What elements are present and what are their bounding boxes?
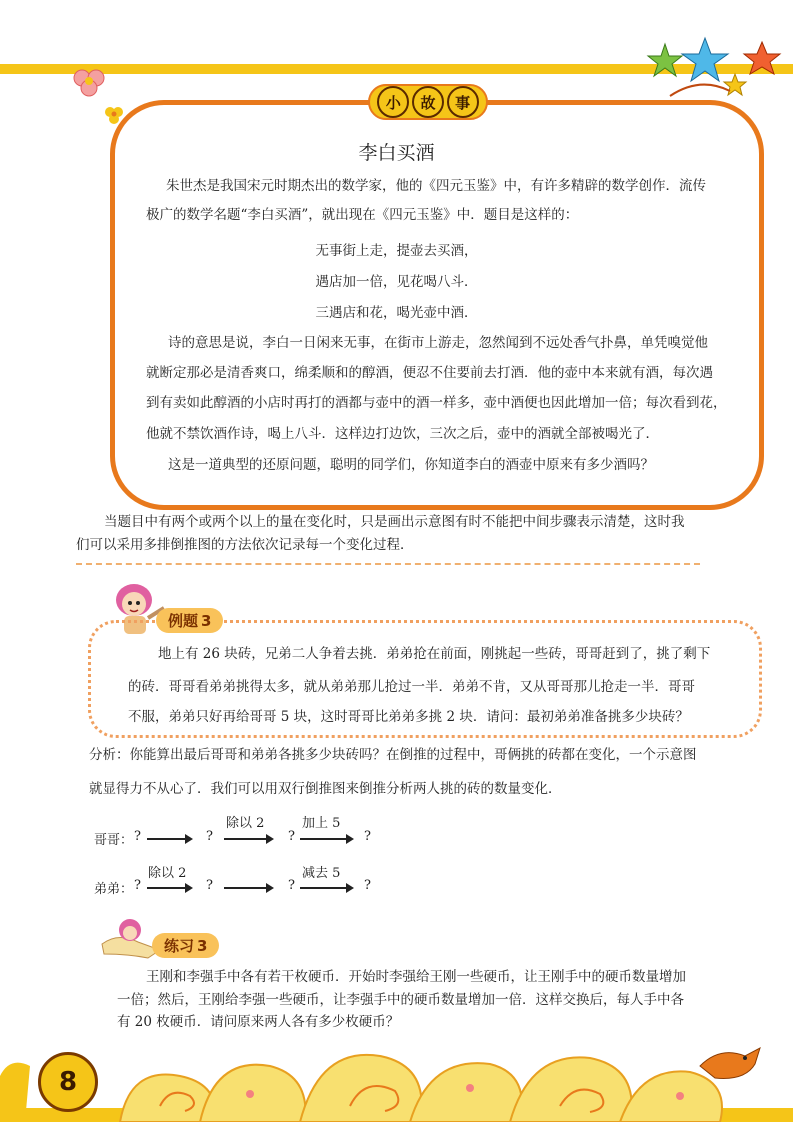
diagram-arrow — [147, 887, 191, 889]
diagram-qmark: ? — [134, 829, 141, 844]
diagram-op: 加上 5 — [302, 816, 341, 831]
section-divider — [76, 563, 700, 565]
diagram-arrow — [147, 838, 191, 840]
story-tag-char: 小 — [377, 86, 409, 118]
diagram-op: 除以 2 — [226, 816, 265, 831]
practice-number: 3 — [197, 937, 208, 955]
flower-icon — [70, 68, 108, 102]
example-line: 不服，弟弟只好再给哥哥 5 块，这时哥哥比弟弟多挑 2 块．请问：最初弟弟准备挑多少块砖？ — [128, 709, 689, 725]
diagram-qmark: ? — [134, 878, 141, 893]
diagram-qmark: ? — [364, 829, 371, 844]
diagram-op: 除以 2 — [148, 866, 187, 881]
practice-line: 王刚和李强手中各有若干枚硬币．开始时李强给王刚一些硬币，让王刚手中的硬币数量增加 — [146, 969, 686, 985]
practice-line: 有 20 枚硬币．请问原来两人各有多少枚硬币？ — [117, 1014, 400, 1030]
analysis-line: 分析：你能算出最后哥哥和弟弟各挑多少块砖吗？在倒推的过程中，哥俩挑的砖都在变化，一个示意图 — [89, 747, 697, 763]
example-line: 的砖．哥哥看弟弟挑得太多，就从弟弟那儿抢过一半．弟弟不肯，又从哥哥那儿抢走一半．哥哥 — [128, 679, 695, 695]
practice-label — [152, 933, 219, 958]
example-number: 3 — [201, 612, 212, 630]
story-intro-line: 极广的数学名题“李白买酒”，就出现在《四元玉鉴》中．题目是这样的： — [146, 207, 579, 223]
practice-line: 一倍；然后，王刚给李强一些硬币，让李强手中的硬币数量增加一倍．这样交换后，每人手中各 — [117, 992, 684, 1008]
story-tag — [368, 84, 488, 120]
story-title: 李白买酒 — [358, 142, 435, 164]
poem-line: 无事街上走，提壶去买酒， — [315, 243, 478, 259]
story-intro-line: 朱世杰是我国宋元时期杰出的数学家，他的《四元玉鉴》中，有许多精辟的数学创作．流传 — [166, 178, 706, 194]
poem-line: 三遇店和花，喝光壶中酒． — [315, 305, 478, 321]
example-line: 地上有 26 块砖，兄弟二人争着去挑．弟弟抢在前面，刚挑起一些砖，哥哥赶到了，挑了剩下 — [158, 646, 711, 662]
analysis-line: 就显得力不从心了．我们可以用双行倒推图来倒推分析两人挑的砖的数量变化． — [89, 781, 562, 797]
practice-label-text: 练习 — [164, 937, 195, 955]
diagram-qmark: ? — [288, 829, 295, 844]
bottom-swirl-decoration — [0, 1036, 793, 1122]
diagram-arrow — [224, 838, 272, 840]
story-closing: 这是一道典型的还原问题，聪明的同学们，你知道李白的酒壶中原来有多少酒吗？ — [168, 457, 654, 473]
diagram-qmark: ? — [206, 829, 213, 844]
method-line: 当题目中有两个或两个以上的量在变化时，只是画出示意图有时不能把中间步骤表示清楚，这时我 — [104, 514, 685, 530]
diagram-arrow — [224, 887, 272, 889]
page-number: 8 — [38, 1052, 98, 1112]
diagram-row-didi-name: 弟弟： — [94, 882, 134, 897]
diagram-arrow — [300, 887, 352, 889]
method-line: 们可以采用多排倒推图的方法依次记录每一个变化过程． — [76, 537, 414, 553]
diagram-qmark: ? — [364, 878, 371, 893]
diagram-qmark: ? — [288, 878, 295, 893]
story-body-line: 诗的意思是说，李白一日闲来无事，在街市上游走，忽然闻到不远处香气扑鼻，单凭嗅觉他 — [168, 335, 708, 351]
poem-line: 遇店加一倍，见花喝八斗． — [315, 274, 478, 290]
example-label-text: 例题 — [168, 612, 199, 630]
story-tag-char: 事 — [447, 86, 479, 118]
story-tag-char: 故 — [412, 86, 444, 118]
story-body-line: 他就不禁饮酒作诗，喝上八斗．这样边打边饮，三次之后，壶中的酒就全部被喝光了． — [146, 426, 659, 442]
example-label — [156, 608, 223, 633]
stars-icon — [640, 36, 790, 106]
diagram-row-gege-name: 哥哥： — [94, 833, 134, 848]
diagram-qmark: ? — [206, 878, 213, 893]
story-body-line: 到有卖如此醇酒的小店时再打的酒都与壶中的酒一样多，壶中酒便也因此增加一倍；每次看到花， — [146, 395, 727, 411]
diagram-arrow — [300, 838, 352, 840]
diagram-op: 减去 5 — [302, 866, 341, 881]
story-body-line: 就断定那必是清香爽口，绵柔顺和的醇酒，便忍不住要前去打酒．他的壶中本来就有酒，每次遇 — [146, 365, 713, 381]
